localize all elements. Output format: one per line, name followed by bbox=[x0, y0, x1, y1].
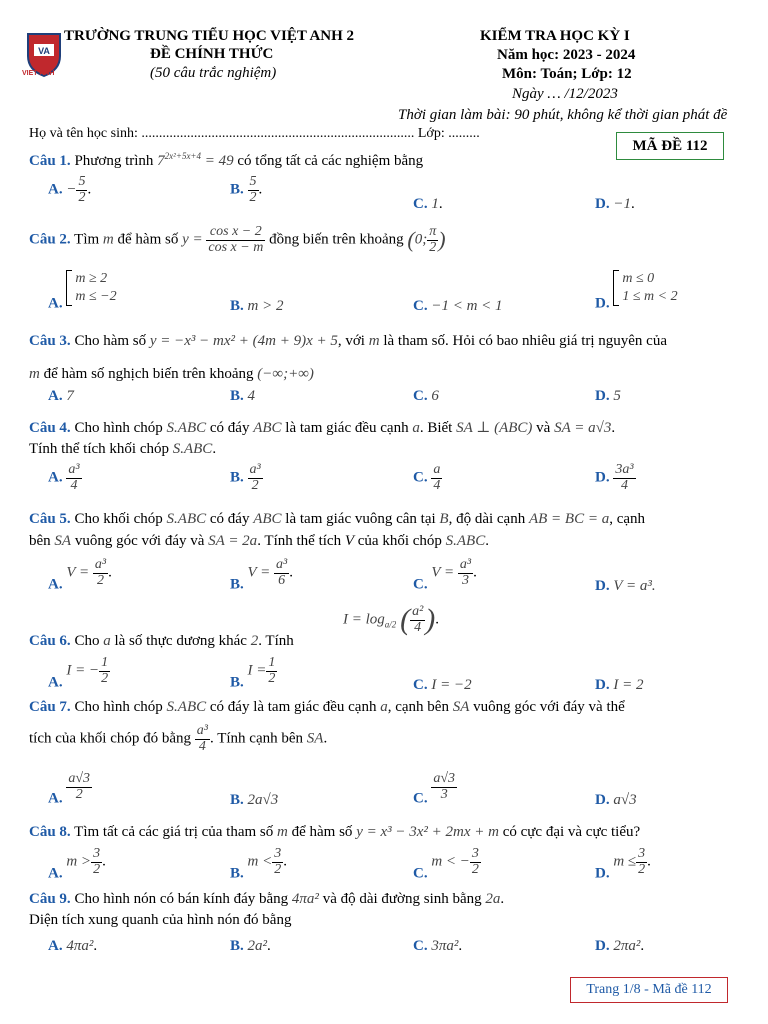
option-value: V = bbox=[247, 564, 271, 581]
q1-option-a[interactable]: A. − $\frac{5}{2}$ . bbox=[48, 174, 92, 205]
math-expression: SA ⊥ (ABC) bbox=[456, 420, 533, 436]
fraction-numerator: π bbox=[429, 224, 437, 239]
fraction-denominator: 3 bbox=[458, 573, 473, 589]
option-value: V = a³. bbox=[613, 578, 656, 594]
fraction-denominator: 4 bbox=[410, 620, 425, 636]
question-5 bbox=[29, 511, 645, 528]
q3-option-d[interactable] bbox=[595, 388, 621, 405]
q4-option-a[interactable] bbox=[48, 463, 82, 493]
school-name: TRƯỜNG TRUNG TIỂU HỌC VIỆT ANH 2 bbox=[64, 28, 355, 44]
q9-option-a[interactable]: A. 4πa². bbox=[48, 938, 98, 954]
question-text: bên bbox=[29, 533, 51, 549]
q4-option-d[interactable] bbox=[595, 463, 636, 493]
q7-option-c[interactable] bbox=[413, 772, 457, 808]
question-text: có cực đại và cực tiểu? bbox=[502, 824, 641, 840]
q3-option-a[interactable] bbox=[48, 388, 74, 405]
fraction-denominator: 6 bbox=[274, 573, 289, 589]
question-3-line2 bbox=[29, 366, 314, 383]
option-value: −1 < m < 1 bbox=[431, 298, 503, 314]
q5-option-d[interactable] bbox=[595, 578, 656, 595]
question-label: Câu 9. bbox=[29, 891, 71, 907]
question-text: Phương trình bbox=[74, 153, 154, 169]
math-expression: SA = a√3 bbox=[554, 420, 612, 436]
q8-option-d[interactable]: D. m ≤ $\frac{3}{2}$ . bbox=[595, 846, 651, 882]
math-variable: B bbox=[439, 511, 449, 527]
q2-option-d[interactable] bbox=[595, 270, 678, 312]
fraction-denominator: 2 bbox=[274, 861, 282, 877]
punctuation: . bbox=[485, 533, 489, 549]
fraction-denominator: 4 bbox=[66, 478, 81, 494]
option-value: I = − bbox=[66, 662, 100, 679]
option-label: A. bbox=[48, 790, 63, 807]
question-3 bbox=[29, 333, 667, 350]
option-value: m ≤ bbox=[613, 853, 637, 870]
question-text: Cho bbox=[74, 633, 100, 649]
option-value: m ≤ −2 bbox=[75, 289, 117, 304]
option-label: A. bbox=[48, 865, 63, 882]
question-text: tích của khối chóp đó bằng bbox=[29, 730, 192, 747]
q9-option-c[interactable]: C. 3πa². bbox=[413, 938, 463, 954]
option-label: D. bbox=[595, 469, 610, 486]
option-label: C. bbox=[413, 576, 428, 593]
math-expression: S.ABC bbox=[166, 699, 207, 715]
question-1 bbox=[29, 151, 423, 170]
option-label: C. bbox=[413, 298, 428, 314]
question-text: , cạnh bên bbox=[387, 699, 449, 715]
option-value: m < bbox=[247, 853, 273, 870]
option-label: C. bbox=[413, 469, 428, 486]
option-label: B. bbox=[230, 938, 244, 954]
question-text: đồng biến trên khoảng bbox=[269, 231, 404, 248]
question-9 bbox=[29, 891, 504, 908]
option-value: −1 bbox=[613, 196, 631, 212]
fraction-numerator: a³ bbox=[276, 557, 288, 572]
math-variable: m bbox=[368, 333, 380, 349]
subject-grade: Môn: Toán; Lớp: 12 bbox=[502, 66, 632, 82]
q2-option-b[interactable] bbox=[230, 298, 283, 315]
fraction-denominator: 4 bbox=[195, 739, 210, 755]
option-value: I = bbox=[247, 662, 267, 679]
q4-option-b[interactable] bbox=[230, 463, 263, 493]
fraction-numerator: a³ bbox=[249, 462, 261, 477]
option-value: 5 bbox=[613, 388, 621, 404]
fraction-denominator: 2 bbox=[268, 670, 276, 686]
fraction-numerator: 5 bbox=[78, 174, 86, 189]
math-expression: y = x³ − 3x² + 2mx + m bbox=[356, 824, 499, 840]
fraction-numerator: a² bbox=[412, 603, 424, 619]
option-value: I = 2 bbox=[613, 677, 644, 693]
fraction-denominator: 4 bbox=[613, 478, 635, 494]
question-label: Câu 1. bbox=[29, 153, 71, 169]
math-variable: a bbox=[412, 420, 420, 436]
option-value: 2a² bbox=[247, 938, 268, 954]
fraction-numerator: 1 bbox=[101, 655, 109, 670]
question-text: Cho hình chóp bbox=[74, 420, 163, 436]
option-label: A. bbox=[48, 576, 63, 593]
q6-option-a[interactable] bbox=[48, 656, 110, 692]
exam-duration: Thời gian làm bài: 90 phút, không kể thời gian phát đề bbox=[398, 107, 728, 123]
math-subscript: a/2 bbox=[384, 619, 397, 630]
question-text: Cho khối chóp bbox=[74, 511, 163, 527]
math-variable: m bbox=[277, 824, 288, 840]
school-year: Năm học: 2023 - 2024 bbox=[497, 47, 636, 63]
option-value: m > 2 bbox=[247, 298, 284, 314]
question-text: của khối chóp bbox=[357, 533, 442, 549]
option-value: m ≤ 0 bbox=[622, 271, 655, 286]
question-label: Câu 7. bbox=[29, 699, 71, 715]
math-expression: I = log bbox=[343, 611, 385, 628]
fraction-denominator: 2 bbox=[78, 189, 86, 205]
question-label: Câu 4. bbox=[29, 420, 71, 436]
q7-option-a[interactable] bbox=[48, 772, 92, 808]
math-expression: S.ABC bbox=[172, 441, 213, 457]
math-variable: V bbox=[344, 533, 354, 549]
question-text: , cạnh bbox=[609, 511, 646, 527]
question-text: có đáy bbox=[209, 420, 250, 436]
fraction-denominator: 2 bbox=[638, 861, 646, 877]
punctuation: . bbox=[500, 891, 505, 907]
math-expression: SA = 2a bbox=[208, 533, 258, 549]
option-label: D. bbox=[595, 388, 610, 404]
option-label: C. bbox=[413, 865, 428, 882]
math-exponent: 2x²+5x+4 bbox=[164, 151, 202, 161]
q6-option-c[interactable] bbox=[413, 677, 472, 694]
option-label: A. bbox=[48, 674, 63, 691]
fraction-numerator: 3 bbox=[274, 846, 282, 861]
punctuation: . bbox=[323, 730, 328, 747]
question-text: . Biết bbox=[419, 420, 453, 436]
question-text: để hàm số bbox=[291, 824, 353, 840]
question-4-line2: Tính thể tích khối chóp S.ABC. bbox=[29, 441, 217, 457]
question-5-line2 bbox=[29, 533, 489, 550]
exam-title: KIỂM TRA HỌC KỲ I bbox=[480, 28, 630, 44]
option-label: D. bbox=[595, 792, 610, 808]
math-expression: SA bbox=[306, 730, 324, 747]
math-expression: S.ABC bbox=[445, 533, 486, 549]
question-label: Câu 6. bbox=[29, 633, 71, 649]
question-label: Câu 2. bbox=[29, 231, 71, 248]
q9-option-d[interactable]: D. 2πa². bbox=[595, 938, 645, 954]
q1-option-b[interactable]: B. $\frac{5}{2}$ . bbox=[230, 174, 263, 205]
question-text: Cho hình chóp bbox=[74, 699, 163, 715]
fraction-numerator: 3 bbox=[471, 846, 479, 861]
logo-text: VIET ANH bbox=[22, 70, 55, 77]
question-text: vuông góc với đáy và bbox=[74, 533, 205, 549]
question-text: vuông góc với đáy và thể bbox=[473, 699, 625, 715]
q6-option-b[interactable] bbox=[230, 656, 277, 692]
question-text: Tìm tất cả các giá trị của tham số bbox=[74, 824, 274, 840]
option-label: B. bbox=[230, 674, 244, 691]
fraction-denominator: 2 bbox=[93, 573, 108, 589]
question-text: và độ dài đường sinh bằng bbox=[322, 891, 482, 907]
option-label: D. bbox=[595, 938, 610, 954]
math-expression: S.ABC bbox=[166, 511, 207, 527]
q9-option-b[interactable]: B. 2a². bbox=[230, 938, 271, 954]
fraction-numerator: 3 bbox=[638, 846, 646, 861]
fraction-numerator: cos x − 2 bbox=[209, 224, 262, 239]
fraction-numerator: 3 bbox=[93, 846, 101, 861]
option-label: C. bbox=[413, 388, 428, 404]
fraction-denominator: 2 bbox=[249, 189, 257, 205]
question-text: . Tính thể tích bbox=[257, 533, 342, 549]
question-text: Tính thể tích khối chóp bbox=[29, 441, 169, 457]
option-label: B. bbox=[230, 792, 244, 808]
option-value: 4 bbox=[247, 388, 256, 404]
q6-option-d[interactable] bbox=[595, 677, 643, 694]
math-expression: 2 bbox=[250, 633, 259, 649]
question-2: Câu 2. Tìm m để hàm số y = $\frac{\text{cos x − 2}}{\text{cos x − m}}$ đồng biến trên khoảng (0; $\frac{\pi}{2}$ ) bbox=[29, 224, 446, 255]
option-value: 1 ≤ m < 2 bbox=[622, 289, 678, 304]
math-variable: 4πa² bbox=[291, 891, 319, 907]
option-label: D. bbox=[595, 196, 610, 212]
fraction-denominator: 2 bbox=[471, 861, 479, 877]
math-variable: m bbox=[29, 366, 40, 382]
svg-text:VA: VA bbox=[38, 46, 50, 56]
math-expression: 0; bbox=[414, 231, 428, 248]
option-label: A. bbox=[48, 469, 63, 486]
option-label: C. bbox=[413, 790, 428, 807]
question-label: Câu 8. bbox=[29, 824, 71, 840]
option-value: V = bbox=[66, 564, 90, 581]
question-text: là tham số. Hỏi có bao nhiêu giá trị nguyên của bbox=[383, 333, 668, 349]
math-variable: a bbox=[380, 699, 388, 715]
q4-option-c[interactable] bbox=[413, 463, 442, 493]
option-value: m ≥ 2 bbox=[75, 271, 108, 286]
math-expression: = 49 bbox=[204, 153, 234, 169]
fraction-numerator: a³ bbox=[459, 557, 472, 572]
question-text: . Tính bbox=[258, 633, 294, 649]
option-label: A. bbox=[48, 181, 63, 198]
question-text: , độ dài cạnh bbox=[448, 511, 526, 527]
q3-option-c[interactable] bbox=[413, 388, 439, 405]
option-value: a√3 bbox=[613, 792, 637, 808]
option-value: 2πa² bbox=[613, 938, 641, 954]
question-label: Câu 3. bbox=[29, 333, 71, 349]
q2-option-a[interactable] bbox=[48, 270, 117, 312]
question-label: Câu 5. bbox=[29, 511, 71, 527]
option-value: m > bbox=[66, 853, 92, 870]
q8-option-c[interactable] bbox=[413, 847, 481, 883]
option-value: 6 bbox=[431, 388, 439, 404]
question-text: . Tính cạnh bên bbox=[210, 730, 304, 747]
option-label: B. bbox=[230, 181, 244, 198]
fraction-numerator: a³ bbox=[68, 462, 80, 477]
question-text: Cho hình nón có bán kính đáy bằng bbox=[74, 891, 289, 907]
question-text: , với bbox=[337, 333, 365, 349]
math-expression: (−∞;+∞) bbox=[257, 366, 314, 382]
option-label: D. bbox=[595, 865, 610, 882]
option-value: 1 bbox=[431, 196, 439, 212]
question-text: có tổng tất cả các nghiệm bằng bbox=[237, 153, 424, 169]
fraction-numerator: a√3 bbox=[68, 771, 91, 786]
fraction-denominator: cos x − m bbox=[208, 239, 264, 255]
q3-option-b[interactable] bbox=[230, 388, 255, 405]
option-value: 7 bbox=[66, 388, 74, 404]
question-text: có đáy là tam giác đều cạnh bbox=[209, 699, 377, 715]
fraction-denominator: 2 bbox=[248, 478, 263, 494]
math-expression: SA bbox=[452, 699, 470, 715]
q5-option-c[interactable]: C. V = $\frac{\text{a³}}{3}$ . bbox=[413, 557, 477, 593]
q1-option-c[interactable]: C. 1. bbox=[413, 196, 443, 212]
q2-option-c[interactable] bbox=[413, 298, 503, 315]
option-label: C. bbox=[413, 938, 428, 954]
fraction-numerator: a√3 bbox=[433, 771, 456, 786]
math-expression: y = bbox=[182, 231, 203, 248]
option-label: C. bbox=[413, 196, 428, 212]
math-expression: S.ABC bbox=[166, 420, 207, 436]
q7-option-d[interactable] bbox=[595, 792, 637, 809]
question-text: Tìm bbox=[74, 231, 100, 248]
math-expression: y = −x³ − mx² + (4m + 9)x + 5 bbox=[149, 333, 338, 349]
fraction-denominator: 2 bbox=[101, 670, 109, 686]
student-info-line: Họ và tên học sinh: .............................................................................. Lớp: ......... bbox=[29, 126, 480, 141]
question-text: là số thực dương khác bbox=[114, 633, 247, 649]
page-footer: Trang 1/8 - Mã đề 112 bbox=[570, 977, 728, 1003]
q8-option-a[interactable]: A. m > $\frac{3}{2}$ . bbox=[48, 846, 106, 882]
q6-expression: $I = \log_{a/2}$ ( $\frac{\text{a²}}{4}$ ). bbox=[343, 603, 440, 636]
option-value: m < − bbox=[431, 853, 470, 870]
option-label: D. bbox=[595, 295, 610, 312]
math-expression: SA bbox=[54, 533, 72, 549]
fraction-numerator: a³ bbox=[94, 557, 107, 572]
fraction-numerator: 3a³ bbox=[615, 462, 634, 477]
option-value: 4πa² bbox=[66, 938, 94, 954]
option-value: 3πa² bbox=[431, 938, 459, 954]
option-label: C. bbox=[413, 677, 428, 693]
question-6 bbox=[29, 633, 294, 650]
math-expression: ABC bbox=[253, 511, 282, 527]
math-expression: 7 bbox=[157, 153, 165, 169]
question-text: là tam giác vuông cân tại bbox=[285, 511, 436, 527]
option-label: B. bbox=[230, 388, 244, 404]
option-label: D. bbox=[595, 677, 610, 693]
exam-date: Ngày … /12/2023 bbox=[512, 86, 618, 102]
fraction-denominator: 3 bbox=[431, 787, 457, 803]
option-label: B. bbox=[230, 576, 244, 593]
question-count: (50 câu trắc nghiệm) bbox=[150, 65, 277, 81]
option-value: I = −2 bbox=[431, 677, 472, 693]
fraction-denominator: 2 bbox=[93, 861, 101, 877]
fraction-numerator: 5 bbox=[249, 174, 257, 189]
question-text: Cho hàm số bbox=[74, 333, 147, 349]
q5-option-a[interactable]: A. V = $\frac{\text{a³}}{2}$ . bbox=[48, 557, 112, 593]
official-label: ĐỀ CHÍNH THỨC bbox=[150, 46, 274, 62]
fraction-denominator: 2 bbox=[66, 787, 92, 803]
question-text: là tam giác đều cạnh bbox=[285, 420, 409, 436]
option-label: B. bbox=[230, 298, 244, 314]
q5-option-b[interactable]: B. V = $\frac{\text{a³}}{6}$ . bbox=[230, 557, 293, 593]
math-expression: 2a bbox=[485, 891, 501, 907]
option-label: A. bbox=[48, 295, 63, 312]
q7-option-b[interactable] bbox=[230, 792, 278, 809]
option-label: A. bbox=[48, 388, 63, 404]
question-text: có đáy bbox=[209, 511, 250, 527]
q8-option-b[interactable]: B. m < $\frac{3}{2}$ . bbox=[230, 846, 287, 882]
question-4: Câu 4. Cho hình chóp S.ABC có đáy ABC là tam giác đều cạnh a. Biết SA ⊥ (ABC) và SA = a√3. bbox=[29, 420, 616, 436]
option-value: V = bbox=[431, 564, 455, 581]
q1-option-d[interactable]: D. −1. bbox=[595, 196, 635, 212]
fraction-numerator: a³ bbox=[196, 723, 208, 738]
math-variable: a bbox=[103, 633, 111, 649]
math-variable: m bbox=[102, 231, 114, 248]
math-expression: ABC bbox=[253, 420, 282, 436]
question-text: để hàm số nghịch biến trên khoảng bbox=[43, 366, 254, 382]
question-8 bbox=[29, 824, 640, 841]
option-label: B. bbox=[230, 865, 244, 882]
option-label: D. bbox=[595, 578, 610, 594]
question-7 bbox=[29, 699, 625, 716]
fraction-denominator: 4 bbox=[433, 477, 441, 493]
fraction-numerator: 1 bbox=[268, 655, 276, 670]
fraction-denominator: 2 bbox=[427, 240, 438, 256]
question-text: để hàm số bbox=[117, 231, 179, 248]
fraction-numerator: a bbox=[433, 462, 441, 477]
question-7-line2 bbox=[29, 724, 327, 754]
option-label: A. bbox=[48, 938, 63, 954]
option-value: − bbox=[66, 181, 77, 198]
math-expression: AB = BC = a bbox=[528, 511, 610, 527]
option-label: B. bbox=[230, 469, 244, 486]
question-text: và bbox=[536, 420, 551, 436]
option-value: 2a√3 bbox=[247, 792, 279, 808]
exam-code-box: MÃ ĐỀ 112 bbox=[616, 132, 724, 160]
question-9-line2: Diện tích xung quanh của hình nón đó bằng bbox=[29, 912, 292, 928]
